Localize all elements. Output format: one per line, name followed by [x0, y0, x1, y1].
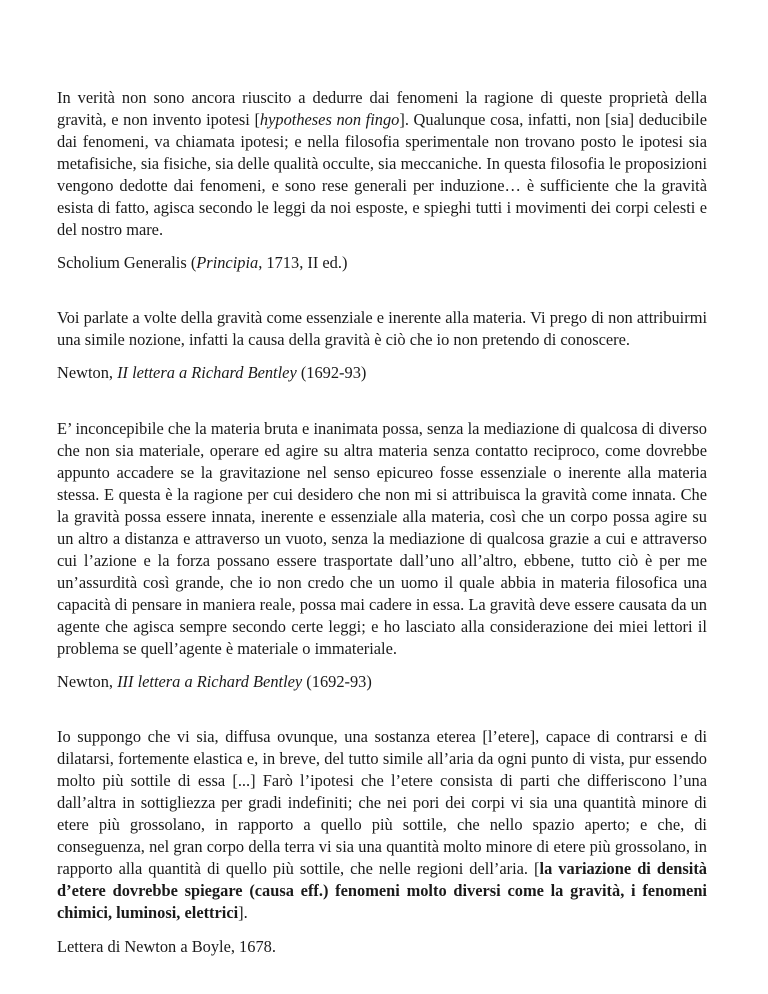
citation-text: , 1713, II ed.) — [258, 253, 348, 273]
citation-text: Newton, — [57, 672, 118, 692]
quote-text: In verità non sono ancora riuscito a dedurre dai fenomeni la ragione di queste proprietà della gravità, e non invento ipotesi [ — [57, 88, 707, 130]
document-page — [57, 87, 707, 958]
citation-bentley-2 — [57, 362, 707, 384]
citation-text: (1692-93) — [302, 672, 372, 692]
spacer — [57, 385, 707, 418]
quote-paragraph-boyle — [57, 726, 707, 924]
citation-text: Newton, — [57, 363, 118, 383]
citation-text: (1692-93) — [296, 363, 367, 383]
quote-text: ]. — [238, 903, 248, 923]
spacer — [57, 660, 707, 671]
quote-text: ]. Qualunque cosa, infatti, non [sia] deducibile dai fenomeni, va chiamata ipotesi; e nella filosofia sperimentale non trovano posto le ipotesi sia metafisiche, sia fisiche, sia delle qualità occulte, sia meccaniche. In questa filosofia le proposizioni vengono dedotte dai fenomeni, e sono rese generali per induzione… è sufficiente che la gravità esista di fatto, agisca secondo le leggi da noi esposte, e spieghi tutti i movimenti dei corpi celesti e del nostro mare. — [57, 110, 708, 240]
citation-text: Scholium Generalis ( — [57, 253, 197, 273]
spacer — [57, 351, 707, 362]
citation-boyle: Lettera di Newton a Boyle, 1678. — [57, 936, 276, 956]
quote-paragraph-bentley-2: Voi parlate a volte della gravità come essenziale e inerente alla materia. Vi prego di non attribuirmi una simile nozione, infatti la causa della gravità è ciò che io non pretendo di conoscere. — [57, 308, 707, 350]
citation-work-title: Principia — [196, 253, 259, 273]
spacer — [57, 274, 707, 307]
citation-work-title: II lettera a Richard Bentley — [117, 363, 297, 383]
quote-paragraph-bentley-3: E’ inconcepibile che la materia bruta e inanimata possa, senza la mediazione di qualcosa di diverso che non sia materiale, operare ed agire su altra materia senza contatto reciproco, come dovrebbe appunto accadere se la gravitazione nel senso epicureo fosse essenziale o inerente alla materia stessa. E questa è la ragione per cui desidero che non mi si attribuisca la gravità come innata. Che la gravità possa essere innata, inerente e essenziale alla materia, così che un corpo possa agire su un altro a distanza e attraverso un vuoto, senza la mediazione di qualcosa grazie a cui e attraverso cui l’azione e la forza possano essere trasportate dall’uno all’altro, ebbene, tutto ciò è per me un’assurdità così grande, che io non credo che un uomo il quale abbia in materia filosofica una capacità di pensare in maniera reale, possa mai cadere in essa. La gravità deve essere causata da un agente che agisca sempre secondo certe leggi; e ho lasciato alla considerazione dei miei lettori il problema se quell’agente è materiale o immateriale. — [57, 418, 707, 658]
bold-annotation: la variazione di densità d’etere dovrebbe spiegare (causa eff.) fenomeni molto diversi come la gravità, i fenomeni chimici, luminosi, elettrici — [57, 859, 707, 923]
spacer — [57, 925, 707, 936]
citation-work-title: III lettera a Richard Bentley — [117, 672, 303, 692]
citation-scholium — [57, 252, 707, 274]
spacer — [57, 241, 707, 252]
quote-text: Io suppongo che vi sia, diffusa ovunque, una sostanza eterea [l’etere], capace di contrarsi e di dilatarsi, fortemente elastica e, in breve, del tutto simile all’aria da ogni punto di vista, pur essendo molto più sottile di essa [...] Farò l’ipotesi che l’etere consista di parti che differiscono l’una dall’altra in sottigliezza per gradi indefiniti; che nei pori dei corpi vi sia una quantità minore di etere più grossolano, in rapporto a quello più sottile, che nello spazio aperto; e che, di conseguenza, nel gran corpo della terra vi sia una quantità molto minore di etere più grossolano, in rapporto alla quantità di quello più sottile, che nelle regioni dell’aria. [ — [57, 727, 707, 879]
citation-bentley-3 — [57, 671, 707, 693]
quote-paragraph-scholium — [57, 87, 707, 241]
spacer — [57, 693, 707, 726]
latin-phrase: hypotheses non fingo — [259, 110, 400, 130]
